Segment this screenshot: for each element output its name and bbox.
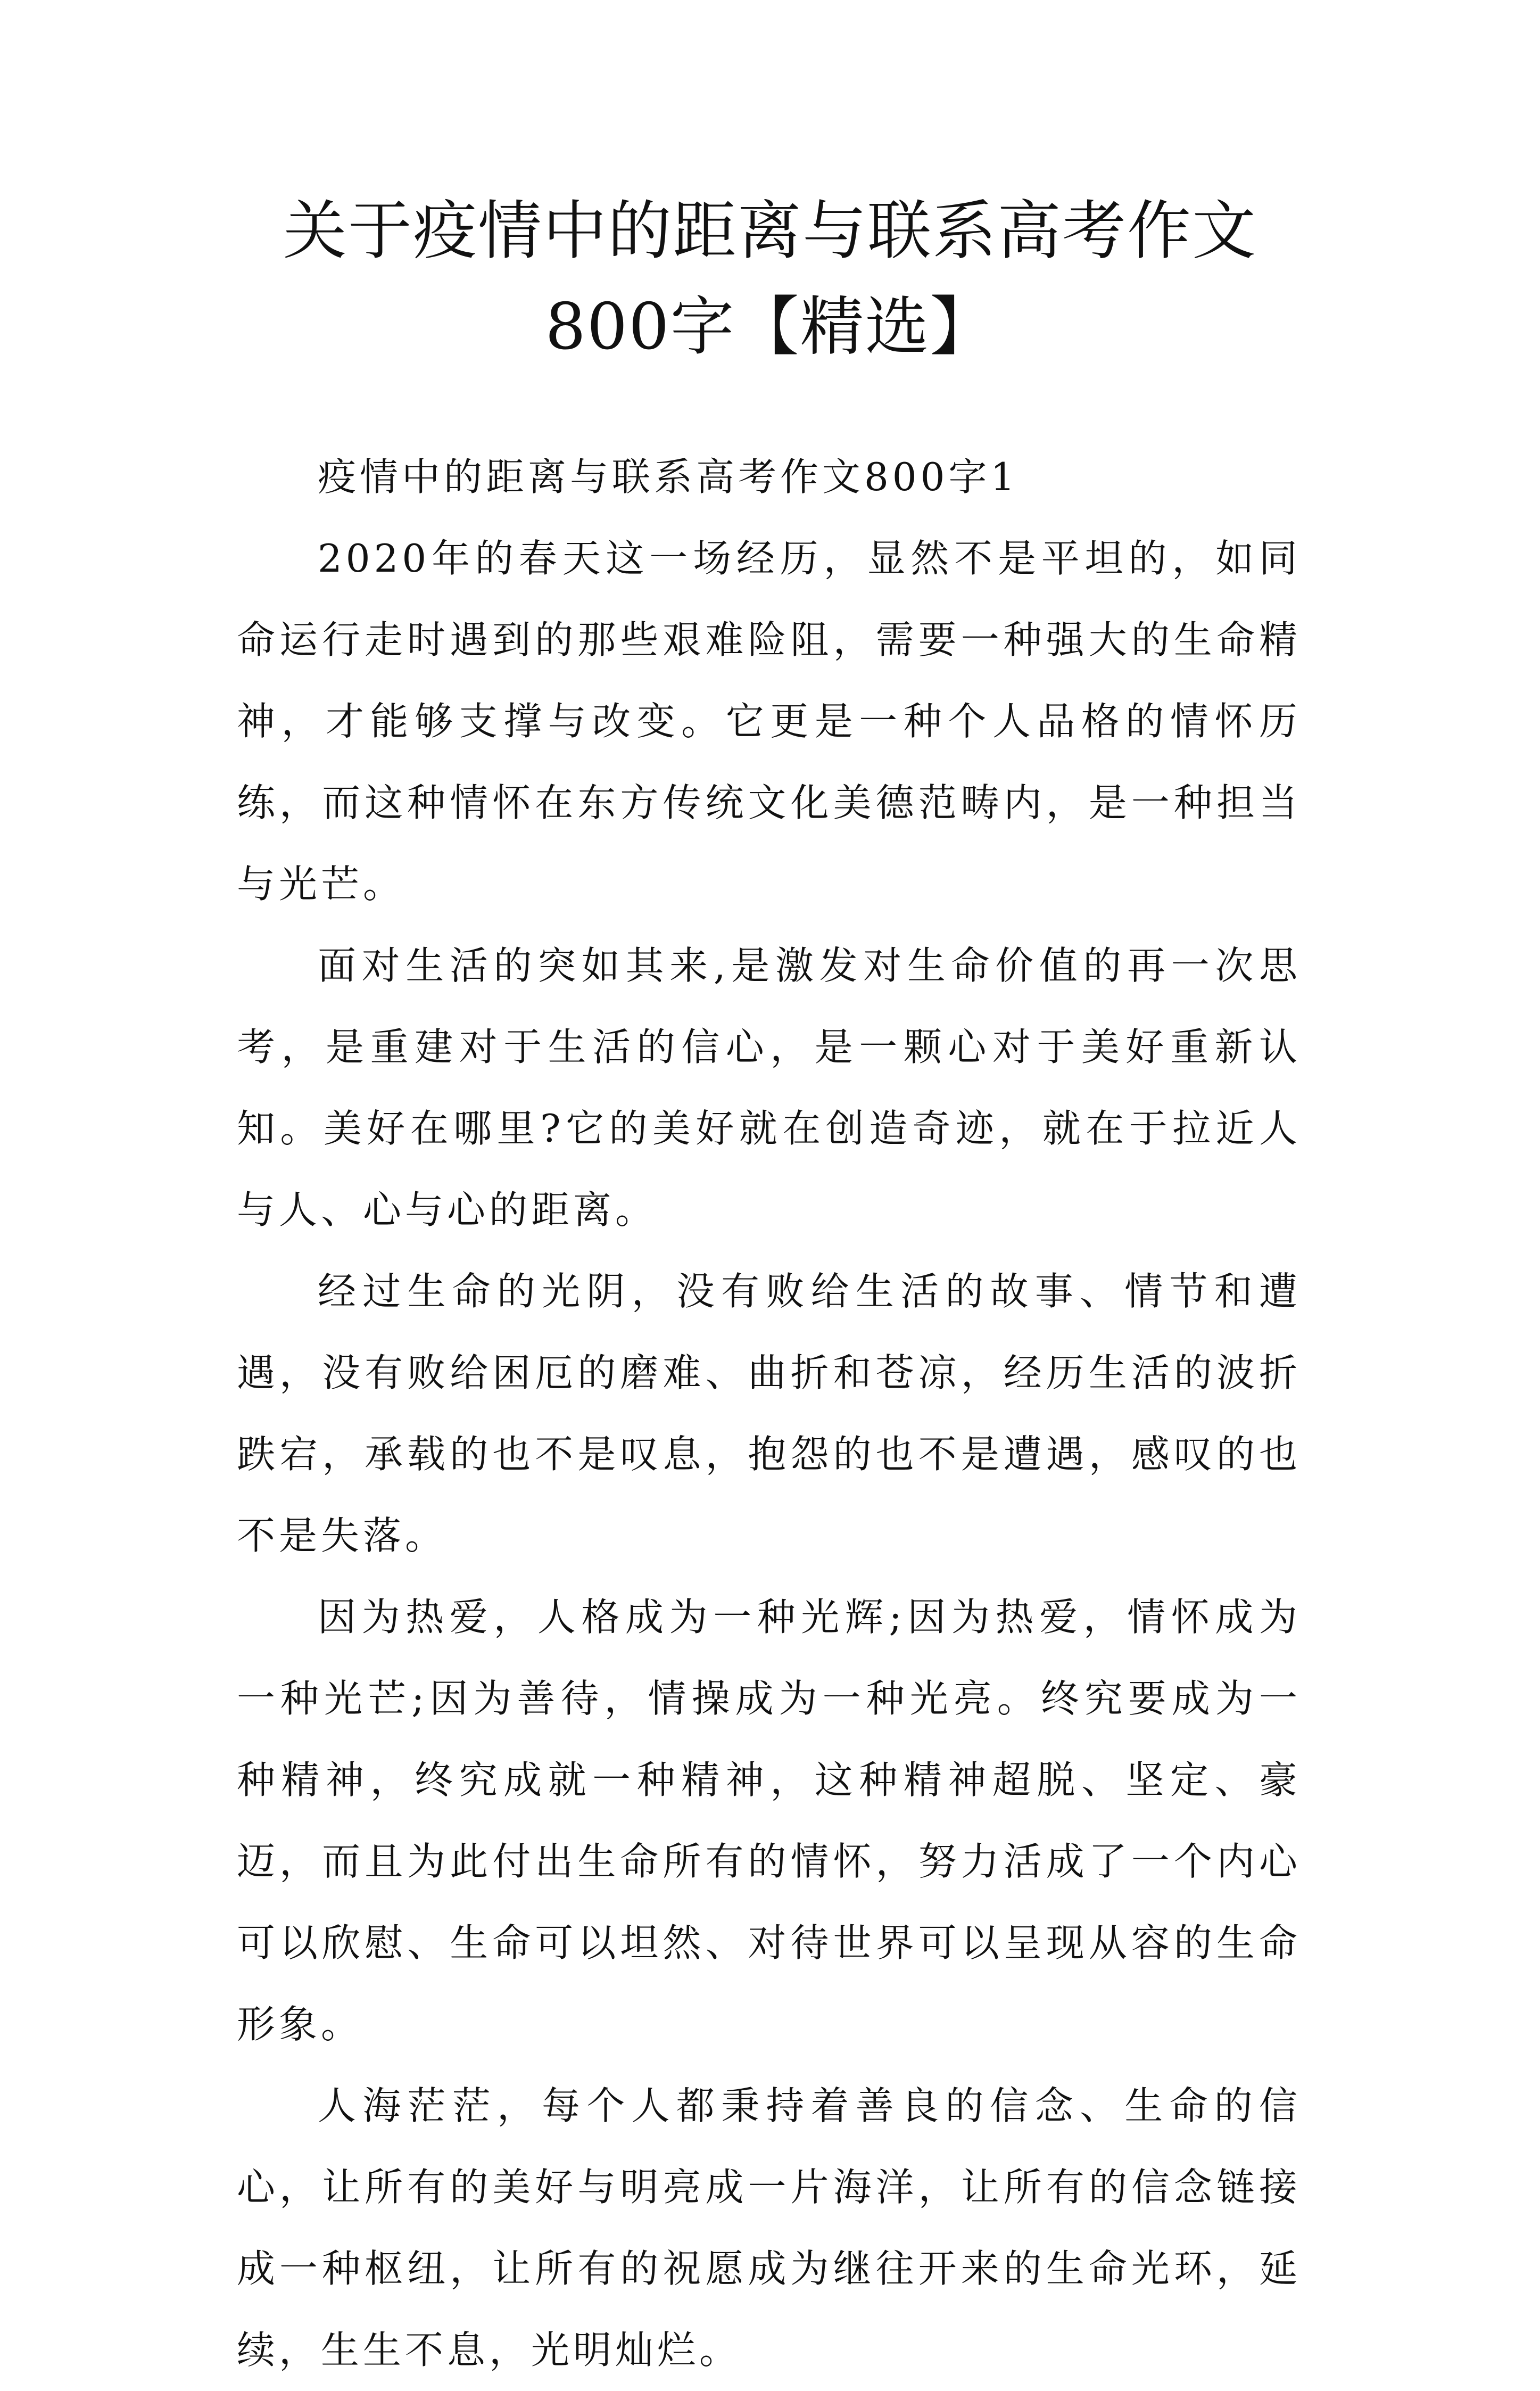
body-paragraph: 经过生命的光阴，没有败给生活的故事、情节和遭遇，没有败给困厄的磨难、曲折和苍凉，经历生活的波折跌宕，承载的也不是叹息，抱怨的也不是遭遇，感叹的也不是失落。 [237,1269,1301,1558]
body-paragraph: 面对生活的突如其来,是激发对生命价值的再一次思考，是重建对于生活的信心，是一颗心对于美好重新认知。美好在哪里?它的美好就在创造奇迹，就在于拉近人与人、心与心的距离。 [237,943,1301,1232]
body-paragraph: 因为热爱，人格成为一种光辉;因为热爱，情怀成为一种光芒;因为善待，情操成为一种光亮。终究要成为一种精神，终究成就一种精神，这种精神超脱、坚定、豪迈，而且为此付出生命所有的情怀，努力活成了一个内心可以欣慰、生命可以坦然、对待世界可以呈现从容的生命形象。 [237,1595,1301,2047]
document-body [237,436,1301,2391]
body-paragraph: 2020年的春天这一场经历，显然不是平坦的，如同命运行走时遇到的那些艰难险阻，需要一种强大的生命精神，才能够支撑与改变。它更是一种个人品格的情怀历练，而这种情怀在东方传统文化美德范畴内，是一种担当与光芒。 [237,536,1301,906]
document-title: 关于疫情中的距离与联系高考作文800字【精选】 [283,194,1257,364]
essay-subheading: 疫情中的距离与联系高考作文800字1 [318,455,1019,499]
body-paragraph: 人海茫茫，每个人都秉持着善良的信念、生命的信心，让所有的美好与明亮成一片海洋，让所有的信念链接成一种枢纽，让所有的祝愿成为继往开来的生命光环，延续，生生不息，光明灿烂。 [237,2083,1301,2372]
